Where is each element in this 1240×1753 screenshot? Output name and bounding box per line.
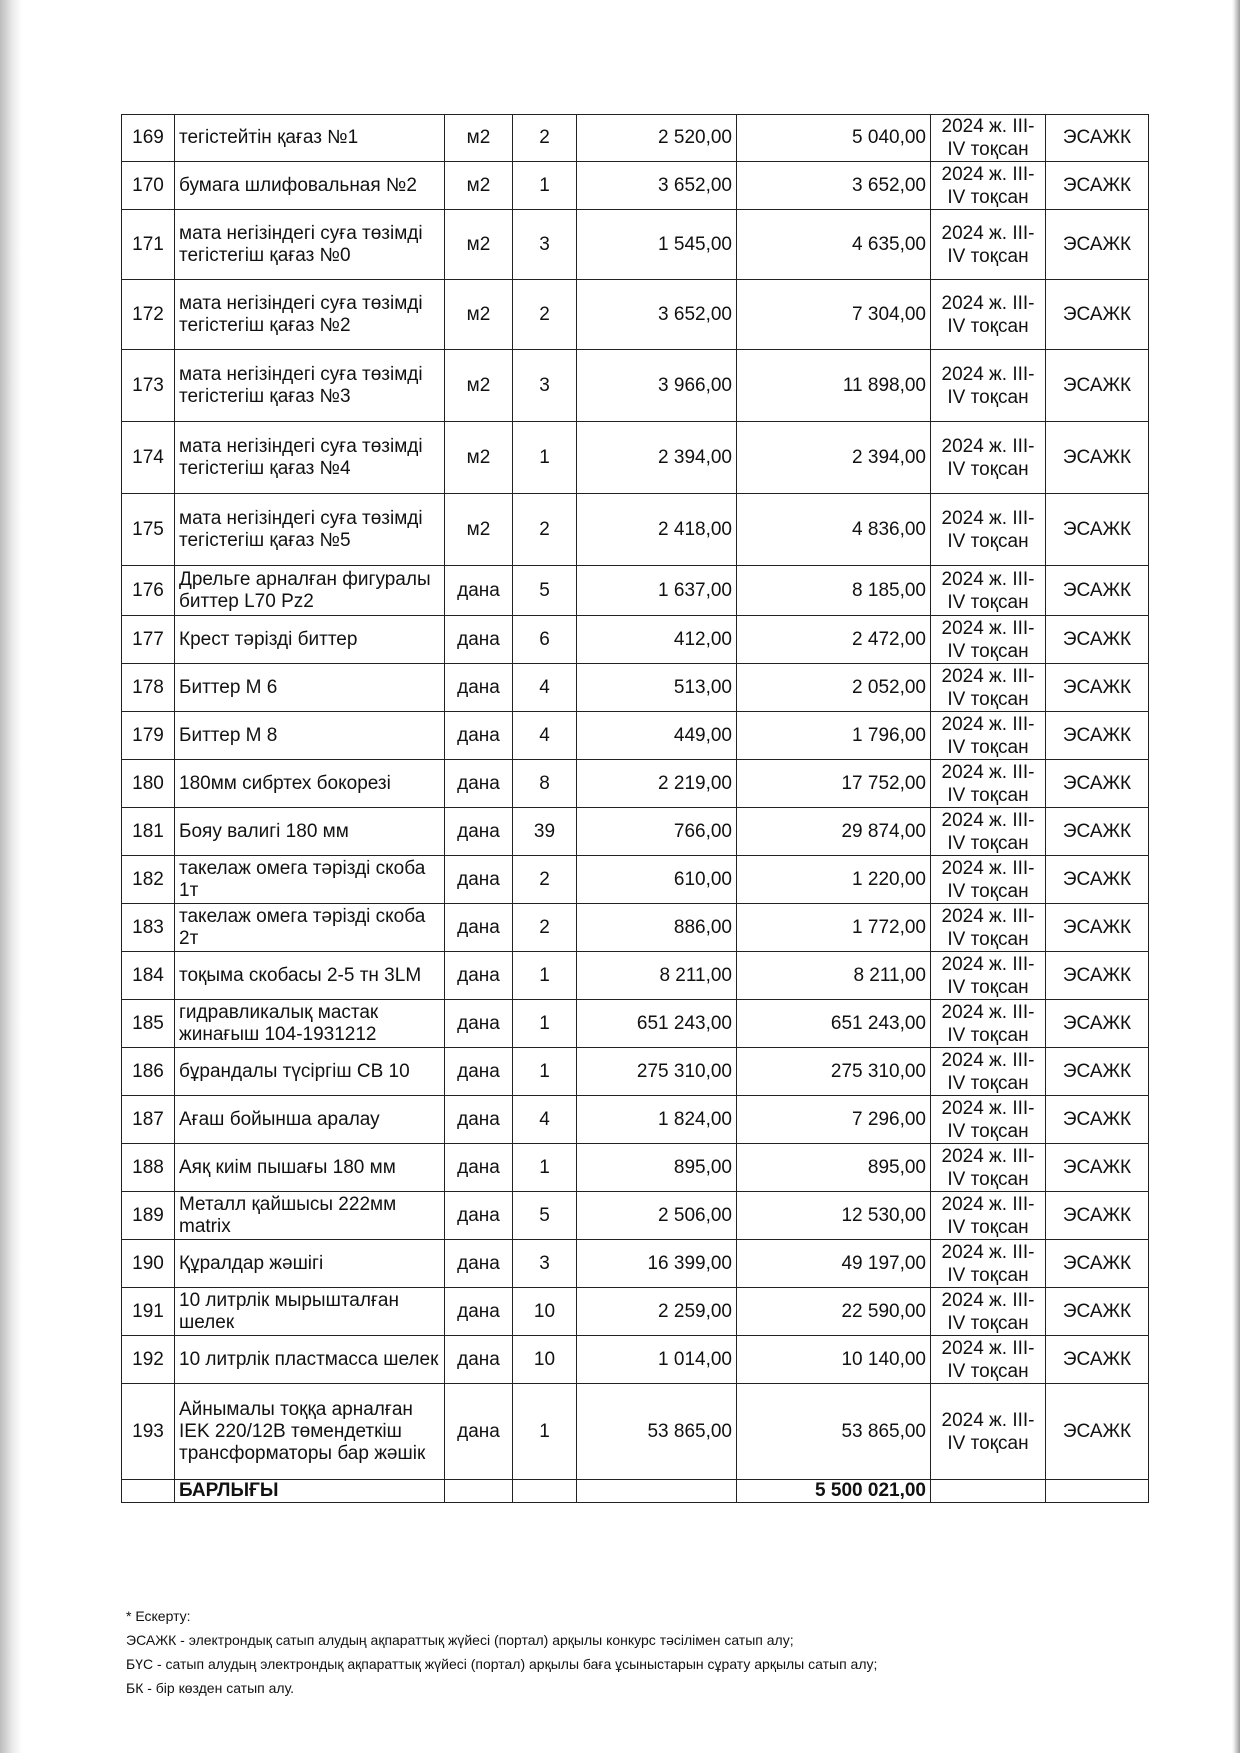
item-procurement-method: ЭСАЖК — [1046, 904, 1149, 952]
row-number: 182 — [122, 856, 175, 904]
total-label: БАРЛЫҒЫ — [175, 1480, 445, 1503]
total-method-cell — [1046, 1480, 1149, 1503]
item-quantity: 1 — [513, 952, 577, 1000]
item-quantity: 1 — [513, 1000, 577, 1048]
row-number: 192 — [122, 1336, 175, 1384]
item-procurement-method: ЭСАЖК — [1046, 162, 1149, 210]
item-name: такелаж омега тәрізді скоба 2т — [175, 904, 445, 952]
item-period: 2024 ж. III-IV тоқсан — [931, 856, 1046, 904]
item-unit-price: 2 259,00 — [577, 1288, 737, 1336]
row-number: 191 — [122, 1288, 175, 1336]
row-number: 172 — [122, 280, 175, 350]
item-unit: дана — [445, 664, 513, 712]
item-quantity: 2 — [513, 904, 577, 952]
item-procurement-method: ЭСАЖК — [1046, 952, 1149, 1000]
item-unit: м2 — [445, 350, 513, 422]
row-number: 186 — [122, 1048, 175, 1096]
item-period: 2024 ж. III-IV тоқсан — [931, 904, 1046, 952]
item-procurement-method: ЭСАЖК — [1046, 1288, 1149, 1336]
row-number: 184 — [122, 952, 175, 1000]
item-procurement-method: ЭСАЖК — [1046, 566, 1149, 616]
footnote-line: БҮС - сатып алудың электрондық ақпараттық жүйесі (портал) арқылы баға ұсыныстарын сұрату арқылы сатып алу; — [126, 1656, 878, 1672]
total-row — [122, 1480, 1149, 1503]
row-number: 171 — [122, 210, 175, 280]
footnote-line: БК - бір көзден сатып алу. — [126, 1680, 295, 1696]
item-procurement-method: ЭСАЖК — [1046, 115, 1149, 162]
row-number: 180 — [122, 760, 175, 808]
item-procurement-method: ЭСАЖК — [1046, 1336, 1149, 1384]
item-name: Биттер М 6 — [175, 664, 445, 712]
row-number: 169 — [122, 115, 175, 162]
item-unit: дана — [445, 760, 513, 808]
item-unit: м2 — [445, 422, 513, 494]
item-procurement-method: ЭСАЖК — [1046, 664, 1149, 712]
item-period: 2024 ж. III-IV тоқсан — [931, 1000, 1046, 1048]
item-period: 2024 ж. III-IV тоқсан — [931, 1048, 1046, 1096]
item-unit-price: 3 652,00 — [577, 162, 737, 210]
item-unit-price: 2 418,00 — [577, 494, 737, 566]
item-procurement-method: ЭСАЖК — [1046, 422, 1149, 494]
footnote-title: * Ескерту: — [126, 1608, 191, 1624]
item-unit-price: 886,00 — [577, 904, 737, 952]
item-total-sum: 4 836,00 — [737, 494, 931, 566]
item-unit-price: 2 394,00 — [577, 422, 737, 494]
total-sum: 5 500 021,00 — [737, 1480, 931, 1503]
row-number: 170 — [122, 162, 175, 210]
table-row — [122, 1336, 1149, 1384]
item-quantity: 4 — [513, 712, 577, 760]
item-unit: дана — [445, 1048, 513, 1096]
item-unit: дана — [445, 1240, 513, 1288]
item-unit: дана — [445, 1096, 513, 1144]
item-unit-price: 513,00 — [577, 664, 737, 712]
item-unit-price: 1 824,00 — [577, 1096, 737, 1144]
total-period-cell — [931, 1480, 1046, 1503]
row-number: 176 — [122, 566, 175, 616]
item-name: Металл қайшысы 222мм matrix — [175, 1192, 445, 1240]
item-period: 2024 ж. III-IV тоқсан — [931, 1192, 1046, 1240]
table-row — [122, 1288, 1149, 1336]
item-name: мата негізіндегі суға төзімді тегістегіш қағаз №5 — [175, 494, 445, 566]
table-row — [122, 760, 1149, 808]
footnote — [126, 1604, 877, 1700]
item-quantity: 2 — [513, 494, 577, 566]
item-unit-price: 651 243,00 — [577, 1000, 737, 1048]
item-period: 2024 ж. III-IV тоқсан — [931, 566, 1046, 616]
item-unit-price: 3 652,00 — [577, 280, 737, 350]
row-number: 179 — [122, 712, 175, 760]
item-procurement-method: ЭСАЖК — [1046, 1096, 1149, 1144]
table-row — [122, 904, 1149, 952]
item-total-sum: 22 590,00 — [737, 1288, 931, 1336]
item-name: Крест тәрізді биттер — [175, 616, 445, 664]
item-period: 2024 ж. III-IV тоқсан — [931, 162, 1046, 210]
item-quantity: 39 — [513, 808, 577, 856]
item-quantity: 4 — [513, 1096, 577, 1144]
item-total-sum: 2 394,00 — [737, 422, 931, 494]
total-qty-cell — [513, 1480, 577, 1503]
item-quantity: 5 — [513, 1192, 577, 1240]
item-unit: дана — [445, 566, 513, 616]
row-number: 187 — [122, 1096, 175, 1144]
item-procurement-method: ЭСАЖК — [1046, 712, 1149, 760]
item-quantity: 1 — [513, 1144, 577, 1192]
item-quantity: 1 — [513, 1048, 577, 1096]
item-unit: дана — [445, 1192, 513, 1240]
item-quantity: 1 — [513, 422, 577, 494]
item-unit: м2 — [445, 280, 513, 350]
table-row — [122, 566, 1149, 616]
item-total-sum: 3 652,00 — [737, 162, 931, 210]
item-period: 2024 ж. III-IV тоқсан — [931, 210, 1046, 280]
item-unit-price: 449,00 — [577, 712, 737, 760]
table-row — [122, 1384, 1149, 1480]
item-name: мата негізіндегі суға төзімді тегістегіш қағаз №0 — [175, 210, 445, 280]
item-unit-price: 412,00 — [577, 616, 737, 664]
item-period: 2024 ж. III-IV тоқсан — [931, 616, 1046, 664]
item-quantity: 1 — [513, 162, 577, 210]
item-procurement-method: ЭСАЖК — [1046, 1240, 1149, 1288]
item-period: 2024 ж. III-IV тоқсан — [931, 1384, 1046, 1480]
item-quantity: 10 — [513, 1336, 577, 1384]
item-name: гидравликалық мастак жинағыш 104-1931212 — [175, 1000, 445, 1048]
item-total-sum: 895,00 — [737, 1144, 931, 1192]
item-name: мата негізіндегі суға төзімді тегістегіш қағаз №4 — [175, 422, 445, 494]
item-name: Аяқ киім пышағы 180 мм — [175, 1144, 445, 1192]
item-quantity: 8 — [513, 760, 577, 808]
item-name: Биттер М 8 — [175, 712, 445, 760]
row-number: 173 — [122, 350, 175, 422]
item-procurement-method: ЭСАЖК — [1046, 350, 1149, 422]
item-name: мата негізіндегі суға төзімді тегістегіш қағаз №2 — [175, 280, 445, 350]
table-row — [122, 162, 1149, 210]
item-unit: дана — [445, 904, 513, 952]
item-total-sum: 275 310,00 — [737, 1048, 931, 1096]
item-quantity: 5 — [513, 566, 577, 616]
item-unit: дана — [445, 952, 513, 1000]
item-name: Құралдар жәшігі — [175, 1240, 445, 1288]
table-row — [122, 1192, 1149, 1240]
item-total-sum: 8 185,00 — [737, 566, 931, 616]
item-period: 2024 ж. III-IV тоқсан — [931, 1096, 1046, 1144]
item-name: бұрандалы түсіргіш СВ 10 — [175, 1048, 445, 1096]
table-row — [122, 494, 1149, 566]
item-period: 2024 ж. III-IV тоқсан — [931, 760, 1046, 808]
item-total-sum: 12 530,00 — [737, 1192, 931, 1240]
item-quantity: 4 — [513, 664, 577, 712]
item-name: 180мм сибртех бокорезі — [175, 760, 445, 808]
item-total-sum: 4 635,00 — [737, 210, 931, 280]
item-procurement-method: ЭСАЖК — [1046, 616, 1149, 664]
row-number: 193 — [122, 1384, 175, 1480]
item-unit-price: 1 014,00 — [577, 1336, 737, 1384]
item-procurement-method: ЭСАЖК — [1046, 1384, 1149, 1480]
item-total-sum: 53 865,00 — [737, 1384, 931, 1480]
item-total-sum: 7 296,00 — [737, 1096, 931, 1144]
row-number: 177 — [122, 616, 175, 664]
table-row — [122, 712, 1149, 760]
scan-page-edge-left — [0, 0, 22, 1753]
table-row — [122, 115, 1149, 162]
item-quantity: 2 — [513, 115, 577, 162]
table-row — [122, 1000, 1149, 1048]
row-number: 185 — [122, 1000, 175, 1048]
total-num-cell — [122, 1480, 175, 1503]
item-unit-price: 8 211,00 — [577, 952, 737, 1000]
item-name: Дрельге арналған фигуралы биттер L70 Pz2 — [175, 566, 445, 616]
footnote-line: ЭСАЖК - электрондық сатып алудың ақпараттық жүйесі (портал) арқылы конкурс тәсілімен сатып алу; — [126, 1632, 794, 1648]
item-unit: м2 — [445, 115, 513, 162]
row-number: 181 — [122, 808, 175, 856]
item-procurement-method: ЭСАЖК — [1046, 1048, 1149, 1096]
item-name: такелаж омега тәрізді скоба 1т — [175, 856, 445, 904]
item-unit: м2 — [445, 210, 513, 280]
item-name: Ағаш бойынша аралау — [175, 1096, 445, 1144]
item-name: 10 литрлік мырышталған шелек — [175, 1288, 445, 1336]
item-total-sum: 8 211,00 — [737, 952, 931, 1000]
item-unit-price: 610,00 — [577, 856, 737, 904]
item-name: мата негізіндегі суға төзімді тегістегіш қағаз №3 — [175, 350, 445, 422]
item-total-sum: 1 772,00 — [737, 904, 931, 952]
item-unit-price: 2 520,00 — [577, 115, 737, 162]
item-unit-price: 2 506,00 — [577, 1192, 737, 1240]
item-name: Бояу валигі 180 мм — [175, 808, 445, 856]
item-quantity: 2 — [513, 856, 577, 904]
item-unit: дана — [445, 1384, 513, 1480]
item-total-sum: 1 796,00 — [737, 712, 931, 760]
item-unit: дана — [445, 1144, 513, 1192]
item-period: 2024 ж. III-IV тоқсан — [931, 422, 1046, 494]
item-unit: дана — [445, 1000, 513, 1048]
item-unit: дана — [445, 1336, 513, 1384]
item-procurement-method: ЭСАЖК — [1046, 210, 1149, 280]
table-body — [122, 115, 1149, 1503]
item-unit-price: 53 865,00 — [577, 1384, 737, 1480]
item-name: тегістейтін қағаз №1 — [175, 115, 445, 162]
item-unit-price: 766,00 — [577, 808, 737, 856]
item-total-sum: 2 472,00 — [737, 616, 931, 664]
item-total-sum: 2 052,00 — [737, 664, 931, 712]
row-number: 183 — [122, 904, 175, 952]
item-period: 2024 ж. III-IV тоқсан — [931, 115, 1046, 162]
table-row — [122, 664, 1149, 712]
item-unit-price: 1 637,00 — [577, 566, 737, 616]
procurement-table — [121, 114, 1149, 1503]
table-row — [122, 422, 1149, 494]
item-total-sum: 651 243,00 — [737, 1000, 931, 1048]
table-row — [122, 1048, 1149, 1096]
item-period: 2024 ж. III-IV тоқсан — [931, 494, 1046, 566]
table-row — [122, 1240, 1149, 1288]
item-period: 2024 ж. III-IV тоқсан — [931, 350, 1046, 422]
item-procurement-method: ЭСАЖК — [1046, 1000, 1149, 1048]
item-period: 2024 ж. III-IV тоқсан — [931, 1336, 1046, 1384]
table-row — [122, 808, 1149, 856]
item-quantity: 6 — [513, 616, 577, 664]
item-period: 2024 ж. III-IV тоқсан — [931, 1240, 1046, 1288]
row-number: 174 — [122, 422, 175, 494]
item-unit-price: 3 966,00 — [577, 350, 737, 422]
row-number: 188 — [122, 1144, 175, 1192]
row-number: 178 — [122, 664, 175, 712]
table-row — [122, 280, 1149, 350]
item-period: 2024 ж. III-IV тоқсан — [931, 1144, 1046, 1192]
item-name: Айнымалы тоққа арналған IEK 220/12В төмендеткіш трансформаторы бар жәшік — [175, 1384, 445, 1480]
item-quantity: 10 — [513, 1288, 577, 1336]
item-period: 2024 ж. III-IV тоқсан — [931, 712, 1046, 760]
item-total-sum: 49 197,00 — [737, 1240, 931, 1288]
item-period: 2024 ж. III-IV тоқсан — [931, 280, 1046, 350]
item-total-sum: 5 040,00 — [737, 115, 931, 162]
row-number: 190 — [122, 1240, 175, 1288]
item-procurement-method: ЭСАЖК — [1046, 808, 1149, 856]
table-row — [122, 1144, 1149, 1192]
item-period: 2024 ж. III-IV тоқсан — [931, 808, 1046, 856]
item-quantity: 3 — [513, 1240, 577, 1288]
table-row — [122, 952, 1149, 1000]
item-total-sum: 17 752,00 — [737, 760, 931, 808]
item-total-sum: 11 898,00 — [737, 350, 931, 422]
table-row — [122, 210, 1149, 280]
item-total-sum: 7 304,00 — [737, 280, 931, 350]
item-unit-price: 2 219,00 — [577, 760, 737, 808]
item-unit: дана — [445, 1288, 513, 1336]
item-quantity: 1 — [513, 1384, 577, 1480]
item-name: тоқыма скобасы 2-5 тн 3LM — [175, 952, 445, 1000]
item-quantity: 3 — [513, 210, 577, 280]
item-procurement-method: ЭСАЖК — [1046, 494, 1149, 566]
item-procurement-method: ЭСАЖК — [1046, 760, 1149, 808]
table-row — [122, 350, 1149, 422]
total-price-cell — [577, 1480, 737, 1503]
item-unit: м2 — [445, 162, 513, 210]
item-total-sum: 10 140,00 — [737, 1336, 931, 1384]
item-name: 10 литрлік пластмасса шелек — [175, 1336, 445, 1384]
item-unit-price: 16 399,00 — [577, 1240, 737, 1288]
item-unit: дана — [445, 616, 513, 664]
item-total-sum: 29 874,00 — [737, 808, 931, 856]
item-unit: дана — [445, 856, 513, 904]
item-period: 2024 ж. III-IV тоқсан — [931, 664, 1046, 712]
item-unit-price: 1 545,00 — [577, 210, 737, 280]
scan-page-edge-right — [1232, 0, 1240, 1753]
item-unit: дана — [445, 712, 513, 760]
item-unit-price: 275 310,00 — [577, 1048, 737, 1096]
item-period: 2024 ж. III-IV тоқсан — [931, 1288, 1046, 1336]
item-procurement-method: ЭСАЖК — [1046, 856, 1149, 904]
row-number: 175 — [122, 494, 175, 566]
row-number: 189 — [122, 1192, 175, 1240]
table-row — [122, 1096, 1149, 1144]
item-unit-price: 895,00 — [577, 1144, 737, 1192]
item-name: бумага шлифовальная №2 — [175, 162, 445, 210]
table-row — [122, 616, 1149, 664]
item-total-sum: 1 220,00 — [737, 856, 931, 904]
item-procurement-method: ЭСАЖК — [1046, 1144, 1149, 1192]
item-procurement-method: ЭСАЖК — [1046, 280, 1149, 350]
item-unit: дана — [445, 808, 513, 856]
item-unit: м2 — [445, 494, 513, 566]
item-procurement-method: ЭСАЖК — [1046, 1192, 1149, 1240]
item-quantity: 3 — [513, 350, 577, 422]
table-row — [122, 856, 1149, 904]
item-period: 2024 ж. III-IV тоқсан — [931, 952, 1046, 1000]
total-unit-cell — [445, 1480, 513, 1503]
item-quantity: 2 — [513, 280, 577, 350]
